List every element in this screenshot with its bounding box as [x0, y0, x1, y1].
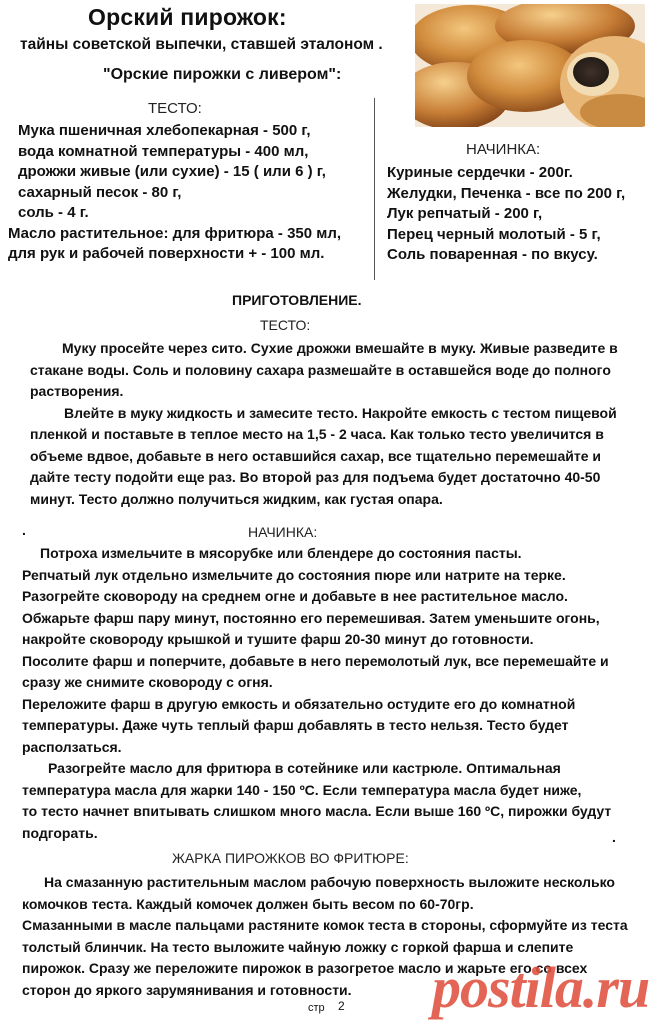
text-line: то тесто начнет впитывать слишком много масла. Если выше 160 ºС, пирожки будут [22, 803, 612, 819]
dough-ingredients-list [0, 121, 341, 265]
text-line: минут. Тесто должно получиться жидким, как густая опара. [30, 490, 443, 507]
column-divider [374, 98, 375, 280]
list-item: дрожжи живые (или сухие) - 15 ( или 6 ) г, [18, 163, 326, 180]
list-item: Желудки, Печенка - все по 200 г, [387, 184, 626, 202]
text-line: стакане воды. Соль и половину сахара размешайте в оставшейся воде до полного [30, 361, 611, 378]
list-item: Перец черный молотый - 5 г, [387, 225, 601, 243]
text-line: Потроха измельчите в мясорубке или блендере до состояния пасты. [40, 545, 522, 561]
text-line: накройте сковороду крышкой и тушите фарш 20-30 минут до готовности. [22, 631, 534, 647]
text-line: толстый блинчик. На тесто выложите чайную ложку с горкой фарша и слепите [22, 938, 574, 955]
list-item: Масло растительное: для фритюра - 350 мл, [8, 224, 342, 242]
text-line: пленкой и поставьте в теплое место на 1,5 - 2 часа. Как только тесто увеличится в [30, 426, 604, 442]
text-line: Смазанными в масле пальцами растяните комок теста в стороны, сформуйте из теста [22, 917, 628, 933]
filling-heading: НАЧИНКА: [466, 141, 541, 158]
postila-watermark-logo: postila.ru [432, 955, 650, 1020]
text-line: Репчатый лук отдельно измельчите до состояния пюре или натрите на терке. [22, 566, 566, 583]
text-line: На смазанную растительным маслом рабочую поверхность выложите несколько [44, 874, 615, 890]
page-number: 2 [338, 999, 345, 1013]
text-line: подгорать. [22, 824, 98, 841]
text-line: растворения. [30, 383, 124, 399]
text-line: Влейте в муку жидкость и замесите тесто. Накройте емкость с тестом пищевой [64, 404, 617, 421]
list-item: сахарный песок - 80 г, [18, 183, 182, 201]
text-line: расползаться. [22, 738, 122, 755]
pirozhki-illustration [415, 4, 645, 127]
text-line: объеме вдвое, добавьте в него оставшийся сахар, все тщательно перемешайте и [30, 447, 601, 464]
list-item: Соль поваренная - по вкусу. [387, 246, 598, 263]
text-line: сразу же снимите сковороду с огня. [22, 674, 273, 690]
recipe-name: "Орские пирожки с ливером": [103, 66, 342, 83]
list-item: соль - 4 г. [18, 204, 89, 221]
preparation-filling-heading: НАЧИНКА: [248, 524, 318, 540]
text-line: Разогрейте масло для фритюра в сотейнике или кастрюле. Оптимальная [48, 760, 561, 776]
text-line: температура масла для жарки 140 - 150 ºС. Если температура масла будет ниже, [22, 781, 582, 798]
preparation-dough-heading: ТЕСТО: [260, 317, 311, 333]
list-item: Куриные сердечки - 200г. [387, 164, 573, 181]
text-line: Разогрейте сковороду на среднем огне и добавьте в нее растительное масло. [22, 588, 568, 604]
list-item: Мука пшеничная хлебопекарная - 500 г, [18, 122, 311, 139]
page-subtitle: тайны советской выпечки, ставшей эталоном . [20, 36, 383, 53]
list-item: для рук и рабочей поверхности + - 100 мл. [8, 245, 325, 262]
text-line: Посолите фарш и поперчите, добавьте в него перемолотый лук, все перемешайте и [22, 652, 609, 669]
dough-heading: ТЕСТО: [148, 100, 202, 117]
preparation-dough-text [0, 338, 618, 510]
text-line: дайте тесту подойти еще раз. Во второй раз для подъема будет достаточно 40-50 [30, 469, 601, 485]
text-line: пирожок. Сразу же переложите пирожок в разогретое масло и жарьте его со всех [22, 960, 588, 976]
text-line: Переложите фарш в другую емкость и обязательно остудите его до комнатной [22, 695, 576, 712]
text-line: комочков теста. Каждый комочек должен быть весом по 60-70гр. [22, 895, 474, 912]
pirozhki-photo [415, 4, 645, 127]
filling-ingredients-list [387, 163, 625, 266]
preparation-heading: ПРИГОТОВЛЕНИЕ. [232, 292, 362, 308]
text-line: Муку просейте через сито. Сухие дрожжи вмешайте в муку. Живые разведите в [62, 340, 618, 356]
text-line: сторон до яркого зарумянивания и готовности. [22, 981, 352, 998]
decorative-dot: . [612, 829, 616, 845]
list-item: вода комнатной температуры - 400 мл, [18, 142, 309, 160]
preparation-frying-heading: ЖАРКА ПИРОЖКОВ ВО ФРИТЮРЕ: [172, 850, 409, 866]
preparation-filling-text [0, 543, 611, 844]
list-item: Лук репчатый - 200 г, [387, 205, 543, 222]
text-line: Обжарьте фарш пару минут, постоянно его перемешивая. Затем уменьшите огонь, [22, 609, 600, 626]
page-label: стр [308, 1002, 325, 1014]
text-line: температуры. Даже чуть теплый фарш добавлять в тесто нельзя. Тесто будет [22, 717, 569, 733]
page-title: Орский пирожок: [88, 4, 287, 30]
decorative-dot: . [22, 522, 26, 538]
